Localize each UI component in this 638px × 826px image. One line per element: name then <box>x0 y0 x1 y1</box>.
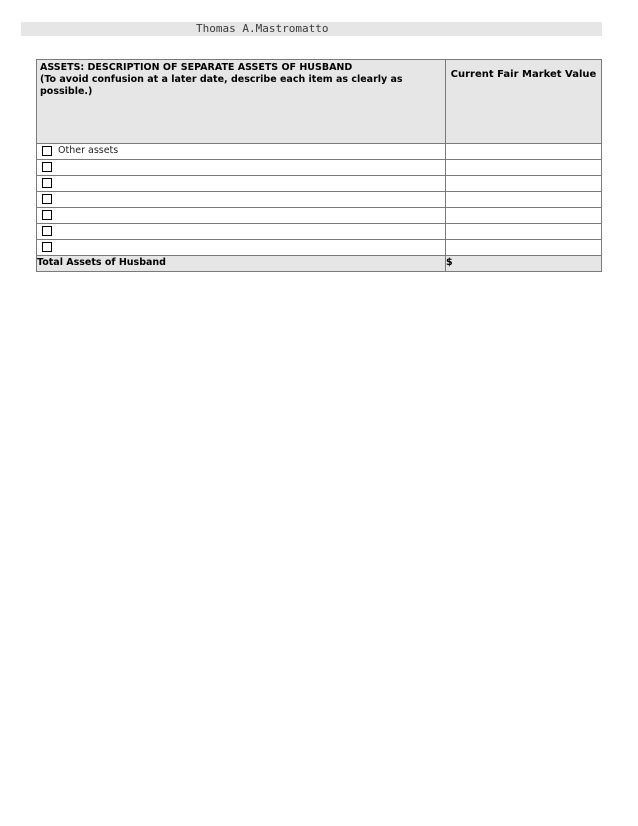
item-label: Other assets <box>58 145 119 156</box>
item-checkbox[interactable] <box>42 146 52 156</box>
item-value-cell[interactable] <box>446 160 602 176</box>
table-header-row <box>37 60 602 144</box>
table-row <box>37 160 602 176</box>
table-row <box>37 208 602 224</box>
table-row <box>37 240 602 256</box>
description-header-instructions: (To avoid confusion at a later date, describe each item as clearly as possible.) <box>40 74 403 97</box>
item-checkbox[interactable] <box>42 210 52 220</box>
item-value-cell[interactable] <box>446 224 602 240</box>
item-description-cell[interactable] <box>37 144 446 160</box>
total-label: Total Assets of Husband <box>37 256 446 272</box>
table-row <box>37 192 602 208</box>
assets-table <box>36 59 602 272</box>
item-description-cell[interactable] <box>37 240 446 256</box>
item-description-cell[interactable] <box>37 176 446 192</box>
item-description-cell[interactable] <box>37 208 446 224</box>
table-row <box>37 224 602 240</box>
item-checkbox[interactable] <box>42 178 52 188</box>
item-description-cell[interactable] <box>37 192 446 208</box>
item-checkbox[interactable] <box>42 162 52 172</box>
total-value[interactable]: $ <box>446 256 602 272</box>
item-checkbox[interactable] <box>42 226 52 236</box>
description-header-title: ASSETS: DESCRIPTION OF SEPARATE ASSETS OF HUSBAND <box>40 62 353 73</box>
total-row <box>37 256 602 272</box>
table-row <box>37 144 602 160</box>
item-value-cell[interactable] <box>446 176 602 192</box>
owner-name: Thomas A.Mastromatto <box>196 22 329 35</box>
description-header <box>37 60 446 144</box>
value-header: Current Fair Market Value <box>446 60 602 144</box>
item-checkbox[interactable] <box>42 242 52 252</box>
item-value-cell[interactable] <box>446 192 602 208</box>
item-description-cell[interactable] <box>37 224 446 240</box>
table-row <box>37 176 602 192</box>
item-description-cell[interactable] <box>37 160 446 176</box>
item-checkbox[interactable] <box>42 194 52 204</box>
item-value-cell[interactable] <box>446 240 602 256</box>
item-value-cell[interactable] <box>446 144 602 160</box>
item-value-cell[interactable] <box>446 208 602 224</box>
name-bar <box>21 22 602 36</box>
